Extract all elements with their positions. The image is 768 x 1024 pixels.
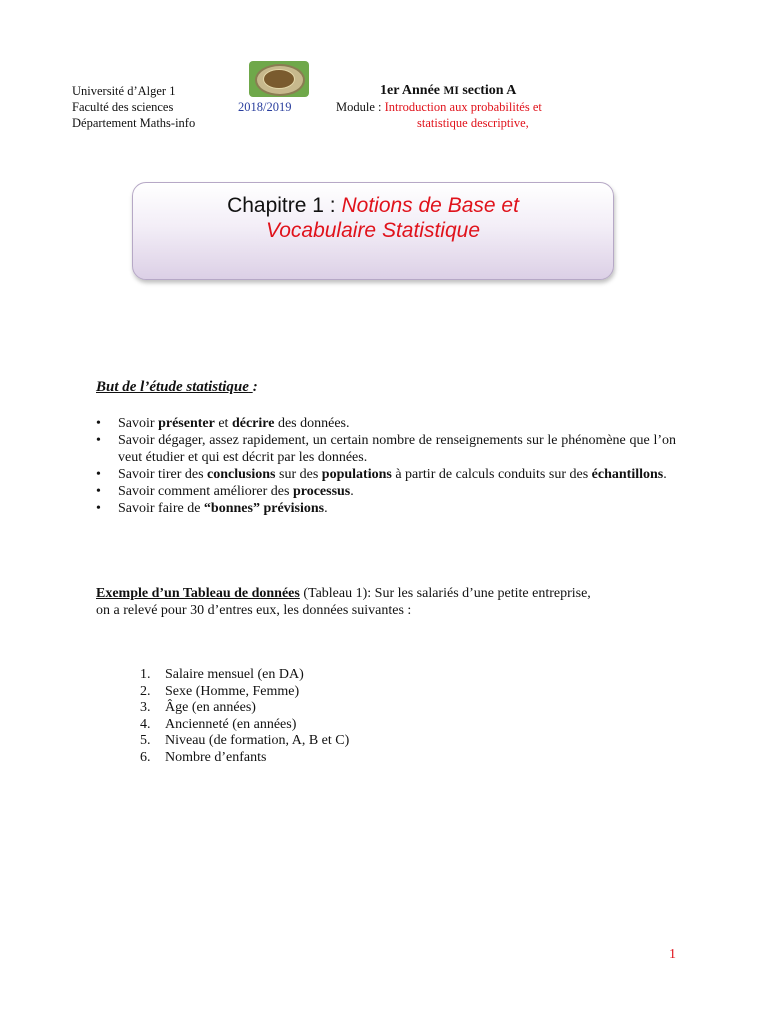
chapter-label: Chapitre 1 :	[227, 194, 342, 217]
module-line-2: statistique descriptive,	[417, 116, 529, 130]
section-heading: But de l’étude statistique :	[96, 379, 258, 395]
academic-year: 2018/2019	[238, 100, 292, 114]
chapter-title-box	[132, 182, 614, 280]
list-item: 3. Âge (en années)	[140, 700, 256, 715]
example-title: Exemple d’un Tableau de données	[96, 586, 300, 601]
list-item: 4. Ancienneté (en années)	[140, 716, 297, 732]
class-info: 1er Année MI section A	[380, 83, 517, 98]
list-item: • Savoir dégager, assez rapidement, un certain nombre de renseignements sur le phénomène que l’on veut étudier et qui est décrit par les données.	[96, 433, 676, 465]
module-label: Module :	[336, 100, 382, 114]
goals-list	[96, 415, 676, 517]
variables-list	[140, 667, 349, 766]
module-name: Introduction aux probabilités et	[384, 100, 542, 114]
chapter-title-line-1	[133, 194, 613, 218]
list-item: 6. Nombre d’enfants	[140, 749, 267, 765]
list-item: 1. Salaire mensuel (en DA)	[140, 667, 304, 682]
department-name: Département Maths-info	[72, 116, 196, 130]
list-item: 2. Sexe (Homme, Femme)	[140, 683, 300, 699]
list-item: • Savoir présenter et décrire des données.	[96, 416, 350, 431]
list-item: • Savoir comment améliorer des processus.	[96, 484, 354, 499]
university-name: Université d’Alger 1	[72, 84, 176, 98]
list-item: 5. Niveau (de formation, A, B et C)	[140, 733, 350, 748]
example-paragraph: Exemple d’un Tableau de données (Tableau 1): Sur les salariés d’une petite entreprise, on a relevé pour 30 d’entres eux, les données suivantes :	[96, 586, 591, 618]
module-line-1	[336, 100, 542, 115]
chapter-title-line-2: Vocabulaire Statistique	[265, 219, 481, 242]
list-item: • Savoir tirer des conclusions sur des populations à partir de calculs conduits sur des échantillons.	[96, 467, 667, 482]
chapter-topic: Notions de Base et	[341, 194, 519, 217]
page-number: 1	[669, 947, 676, 962]
faculty-name: Faculté des sciences	[72, 100, 174, 114]
list-item: • Savoir faire de “bonnes” prévisions.	[96, 501, 328, 516]
university-logo	[249, 61, 309, 97]
